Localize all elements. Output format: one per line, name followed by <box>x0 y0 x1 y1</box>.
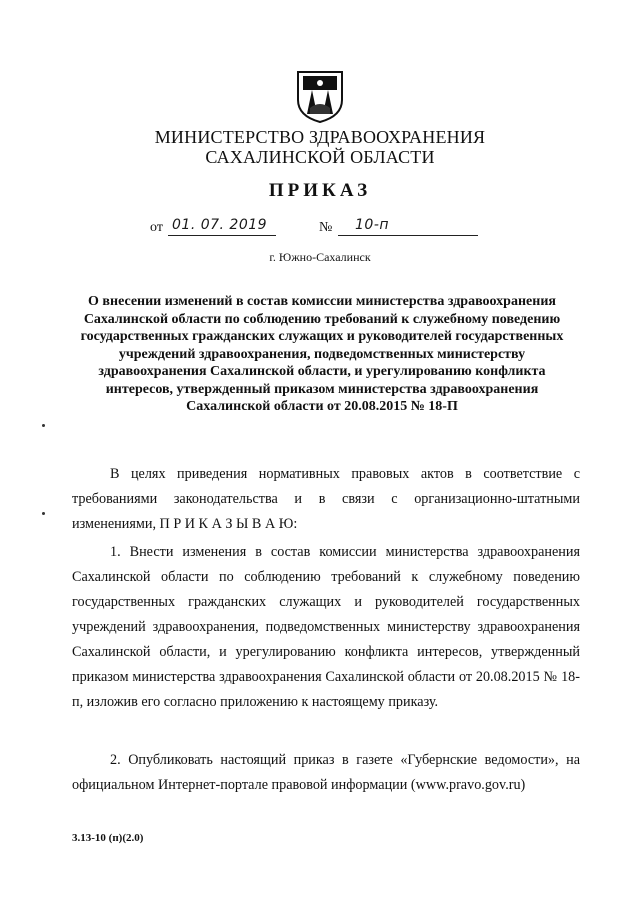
preamble-paragraph: В целях приведения нормативных правовых актов в соответствие с требованиями законодательства и в связи с организационно-штатными изменениями, П Р И К А З Ы В А Ю: <box>72 466 580 532</box>
date-value: 01. 07. 2019 <box>172 217 268 233</box>
order-subject: О внесении изменений в состав комиссии министерства здравоохранения Сахалинской области по соблюдению требований к служебному поведению государственных гражданских служащих и руководителей государственных учреждений здравоохранения, подведомственных министерству здравоохранения Сахалинской области, и урегулированию конфликта интересов, утвержденный приказом министерства здравоохранения Сахалинской области от 20.08.2015 № 18-П <box>80 294 564 414</box>
document-type-title: ПРИКАЗ <box>268 180 372 201</box>
date-prefix: от <box>150 220 163 235</box>
number-prefix: № <box>319 220 333 235</box>
form-code: 3.13-10 (п)(2.0) <box>72 832 144 844</box>
number-underline <box>338 235 478 236</box>
number-value: 10-п <box>355 217 390 233</box>
scan-speck <box>42 424 45 427</box>
ministry-name <box>0 127 640 167</box>
coat-of-arms-emblem <box>294 70 346 124</box>
city-line: г. Южно-Сахалинск <box>269 250 371 264</box>
scan-speck <box>42 512 45 515</box>
ministry-name-line2: САХАЛИНСКОЙ ОБЛАСТИ <box>205 147 435 167</box>
date-underline <box>168 235 276 236</box>
item-2-paragraph: 2. Опубликовать настоящий приказ в газете «Губернские ведомости», на официальном Интернет-портале правовой информации (www.pravo.gov.ru) <box>72 752 580 793</box>
item-1-paragraph: 1. Внести изменения в состав комиссии министерства здравоохранения Сахалинской области по соблюдению требований к служебному поведению государственных гражданских служащих и руководителей государственных учреждений здравоохранения, подведомственных министерству здравоохранения Сахалинской области, и урегулированию конфликта интересов, утвержденный приказом министерства здравоохранения Сахалинской области от 20.08.2015 № 18-п, изложив его согласно приложению к настоящему приказу. <box>72 544 580 710</box>
ministry-name-line1: МИНИСТЕРСТВО ЗДРАВООХРАНЕНИЯ <box>154 127 486 147</box>
